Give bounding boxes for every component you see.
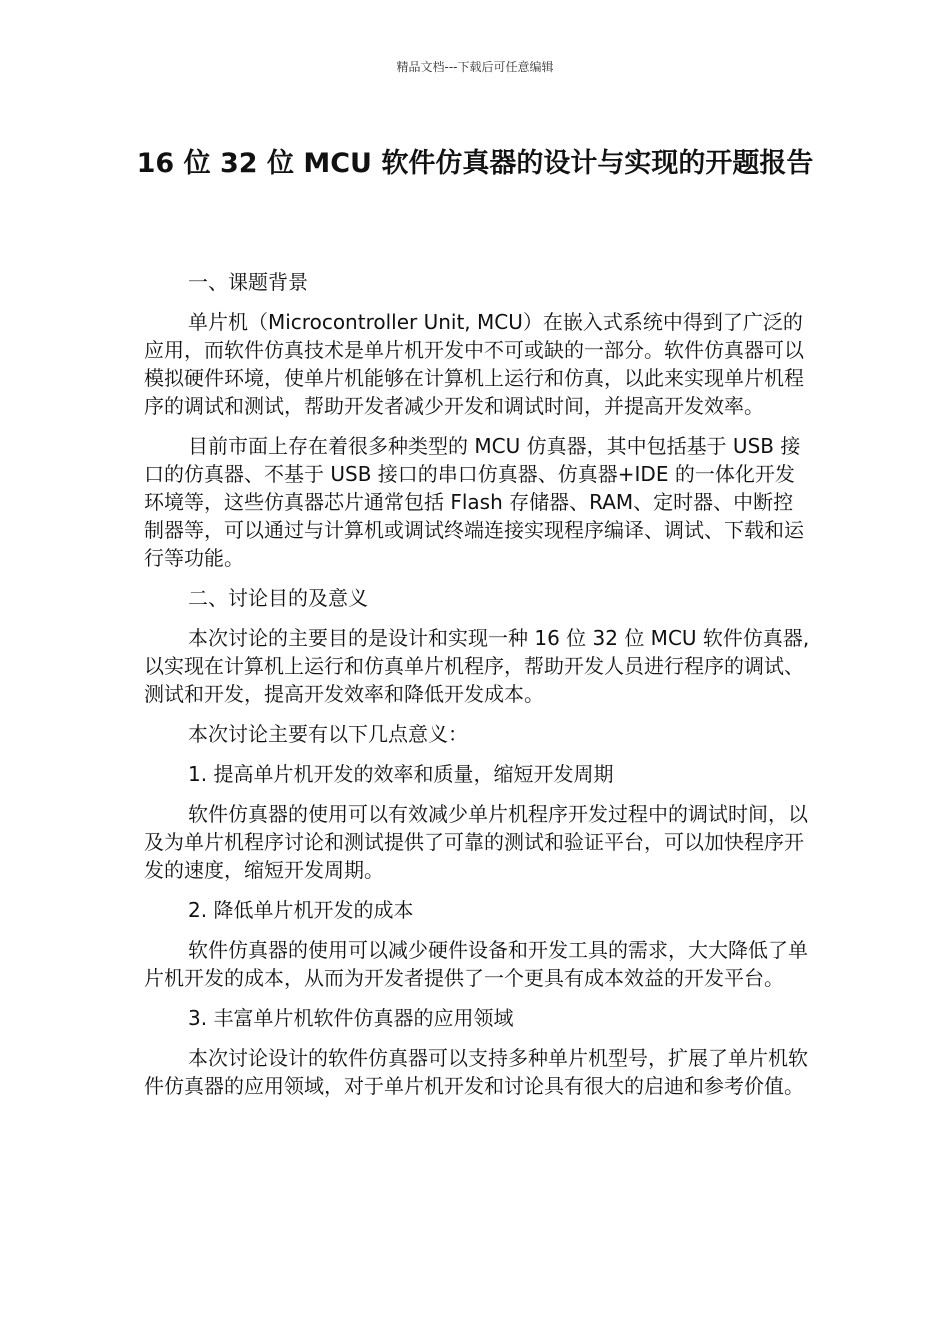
- list-item-heading-1: 1. 提高单片机开发的效率和质量，缩短开发周期: [188, 762, 614, 786]
- document-body: [144, 268, 810, 1112]
- list-item-body-3: 本次讨论设计的软件仿真器可以支持多种单片机型号，扩展了单片机软件仿真器的应用领域，对于单片机开发和讨论具有很大的启迪和参考价值。: [144, 1046, 808, 1098]
- section-heading-purpose: 二、讨论目的及意义: [188, 586, 368, 610]
- paragraph-purpose: 本次讨论的主要目的是设计和实现一种 16 位 32 位 MCU 软件仿真器,以实现在计算机上运行和仿真单片机程序，帮助开发人员进行程序的调试、测试和开发，提高开发效率和降低开发成本。: [144, 626, 810, 706]
- paragraph-significance-intro: 本次讨论主要有以下几点意义：: [188, 722, 468, 746]
- list-item-body-1: 软件仿真器的使用可以有效减少单片机程序开发过程中的调试时间，以及为单片机程序讨论和测试提供了可靠的测试和验证平台，可以加快程序开发的速度，缩短开发周期。: [144, 802, 808, 882]
- section-heading-background: 一、课题背景: [188, 270, 308, 294]
- document-title: 16 位 32 位 MCU 软件仿真器的设计与实现的开题报告: [136, 148, 814, 179]
- paragraph-background: 单片机（Microcontroller Unit, MCU）在嵌入式系统中得到了广泛的应用，而软件仿真技术是单片机开发中不可或缺的一部分。软件仿真器可以模拟硬件环境，使单片机能够在计算机上运行和仿真，以此来实现单片机程序的调试和测试，帮助开发者减少开发和调试时间，并提高开发效率。: [144, 310, 804, 418]
- list-item-heading-3: 3. 丰富单片机软件仿真器的应用领域: [188, 1006, 514, 1030]
- list-item-body-2: 软件仿真器的使用可以减少硬件设备和开发工具的需求，大大降低了单片机开发的成本，从而为开发者提供了一个更具有成本效益的开发平台。: [144, 938, 808, 990]
- header-note: 精品文档---下载后可任意编辑: [396, 60, 554, 74]
- paragraph-market: 目前市面上存在着很多种类型的 MCU 仿真器，其中包括基于 USB 接口的仿真器、不基于 USB 接口的串口仿真器、仿真器+IDE 的一体化开发环境等，这些仿真器芯片通常包括 Flash 存储器、RAM、定时器、中断控制器等，可以通过与计算机或调试终端连接实现程序编译、调试、下载和运行等功能。: [144, 434, 804, 570]
- list-item-heading-2: 2. 降低单片机开发的成本: [188, 898, 414, 922]
